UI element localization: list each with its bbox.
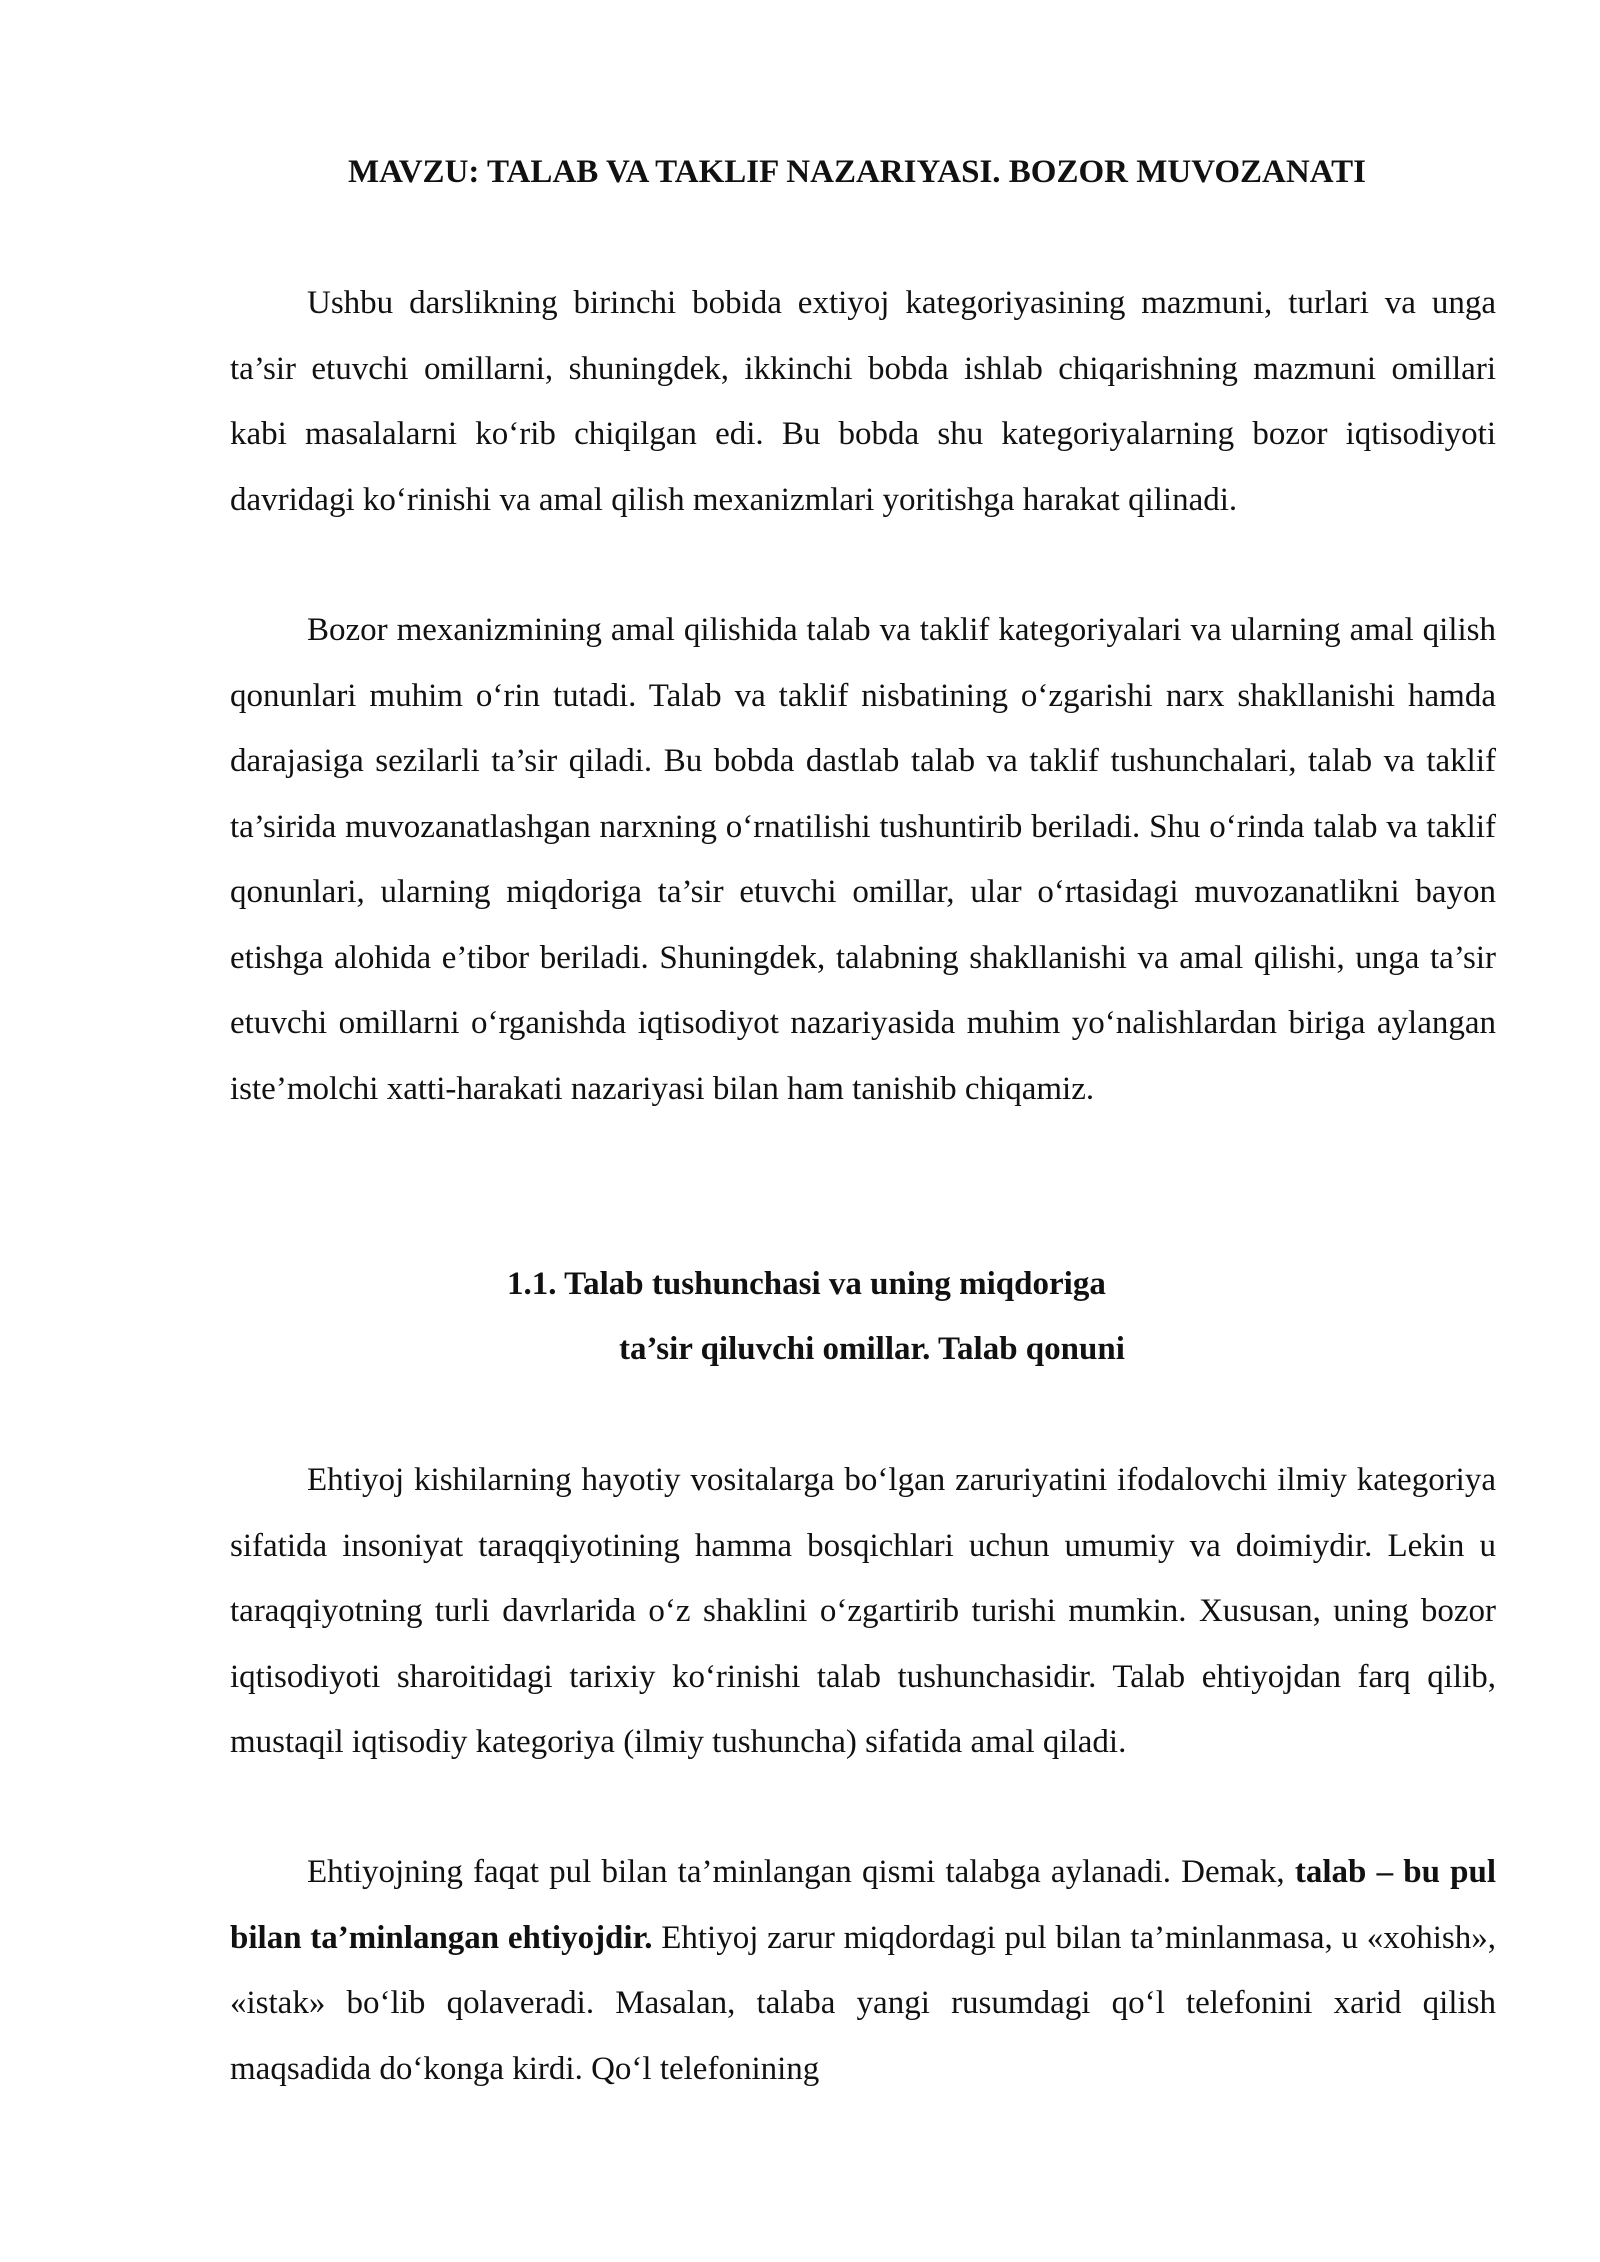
section-paragraph-2 xyxy=(230,1840,1496,2102)
section-paragraph-1: Ehtiyoj kishilarning hayotiy vositalarga bo‘lgan zaruriyatini ifodalovchi ilmiy kategoriya sifatida insoniyat taraqqiyotining hamma bosqichlari uchun umumiy va doimiydir. Lekin u taraqqiyotning turli davrlarida o‘z shaklini o‘zgartirib turishi mumkin. Xususan, uning bozor iqtisodiyoti sharoitidagi tarixiy ko‘rinishi talab tushunchasidir. Talab ehtiyojdan farq qilib, mustaqil iqtisodiy kategoriya (ilmiy tushuncha) sifatida amal qiladi. xyxy=(230,1462,1496,1760)
section-heading-line-1: 1.1. Talab tushunchasi va uning miqdoriga xyxy=(507,1266,1106,1302)
section-heading-line-2: ta’sir qiluvchi omillar. Talab qonuni xyxy=(619,1331,1125,1367)
talab-definition-bold: talab – bu pul bilan ta’minlangan ehtiyojdir. xyxy=(230,1854,1497,1956)
page-title: MAVZU: TALAB VA TAKLIF NAZARIYASI. BOZOR MUVOZANATI xyxy=(348,154,1366,190)
intro-paragraph-1: Ushbu darslikning birinchi bobida extiyoj kategoriyasining mazmuni, turlari va unga ta’sir etuvchi omillarni, shuningdek, ikkinchi bobda ishlab chiqarishning mazmuni omillari kabi masalalarni ko‘rib chiqilgan edi. Bu bobda shu kategoriyalarning bozor iqtisodiyoti davridagi ko‘rinishi va amal qilish mexanizmlari yoritishga harakat qilinadi. xyxy=(230,285,1496,518)
paragraph-text-start: Ehtiyojning faqat pul bilan ta’minlangan qismi talabga aylanadi. Demak, xyxy=(307,1854,1285,1890)
paragraph-text-end: Ehtiyoj zarur miqdordagi pul bilan ta’minlanmasa, u «xohish», «istak» bo‘lib qolaveradi. Masalan, talaba yangi rusumdagi qo‘l telefonini xarid qilish maqsadida do‘konga kirdi. Qo‘l telefonining xyxy=(230,1919,1496,2087)
intro-paragraph-2: Bozor mexanizmining amal qilishida talab va taklif kategoriyalari va ularning amal qilish qonunlari muhim o‘rin tutadi. Talab va taklif nisbatining o‘zgarishi narx shakllanishi hamda darajasiga sezilarli ta’sir qiladi. Bu bobda dastlab talab va taklif tushunchalari, talab va taklif ta’sirida muvozanatlashgan narxning o‘rnatilishi tushuntirib beriladi. Shu o‘rinda talab va taklif qonunlari, ularning miqdoriga ta’sir etuvchi omillar, ular o‘rtasidagi muvozanatlikni bayon etishga alohida e’tibor beriladi. Shuningdek, talabning shakllanishi va amal qilishi, unga ta’sir etuvchi omillarni o‘rganishda iqtisodiyot nazariyasida muhim yo‘nalishlardan biriga aylangan iste’molchi xatti-harakati nazariyasi bilan ham tanishib chiqamiz. xyxy=(230,612,1496,1107)
